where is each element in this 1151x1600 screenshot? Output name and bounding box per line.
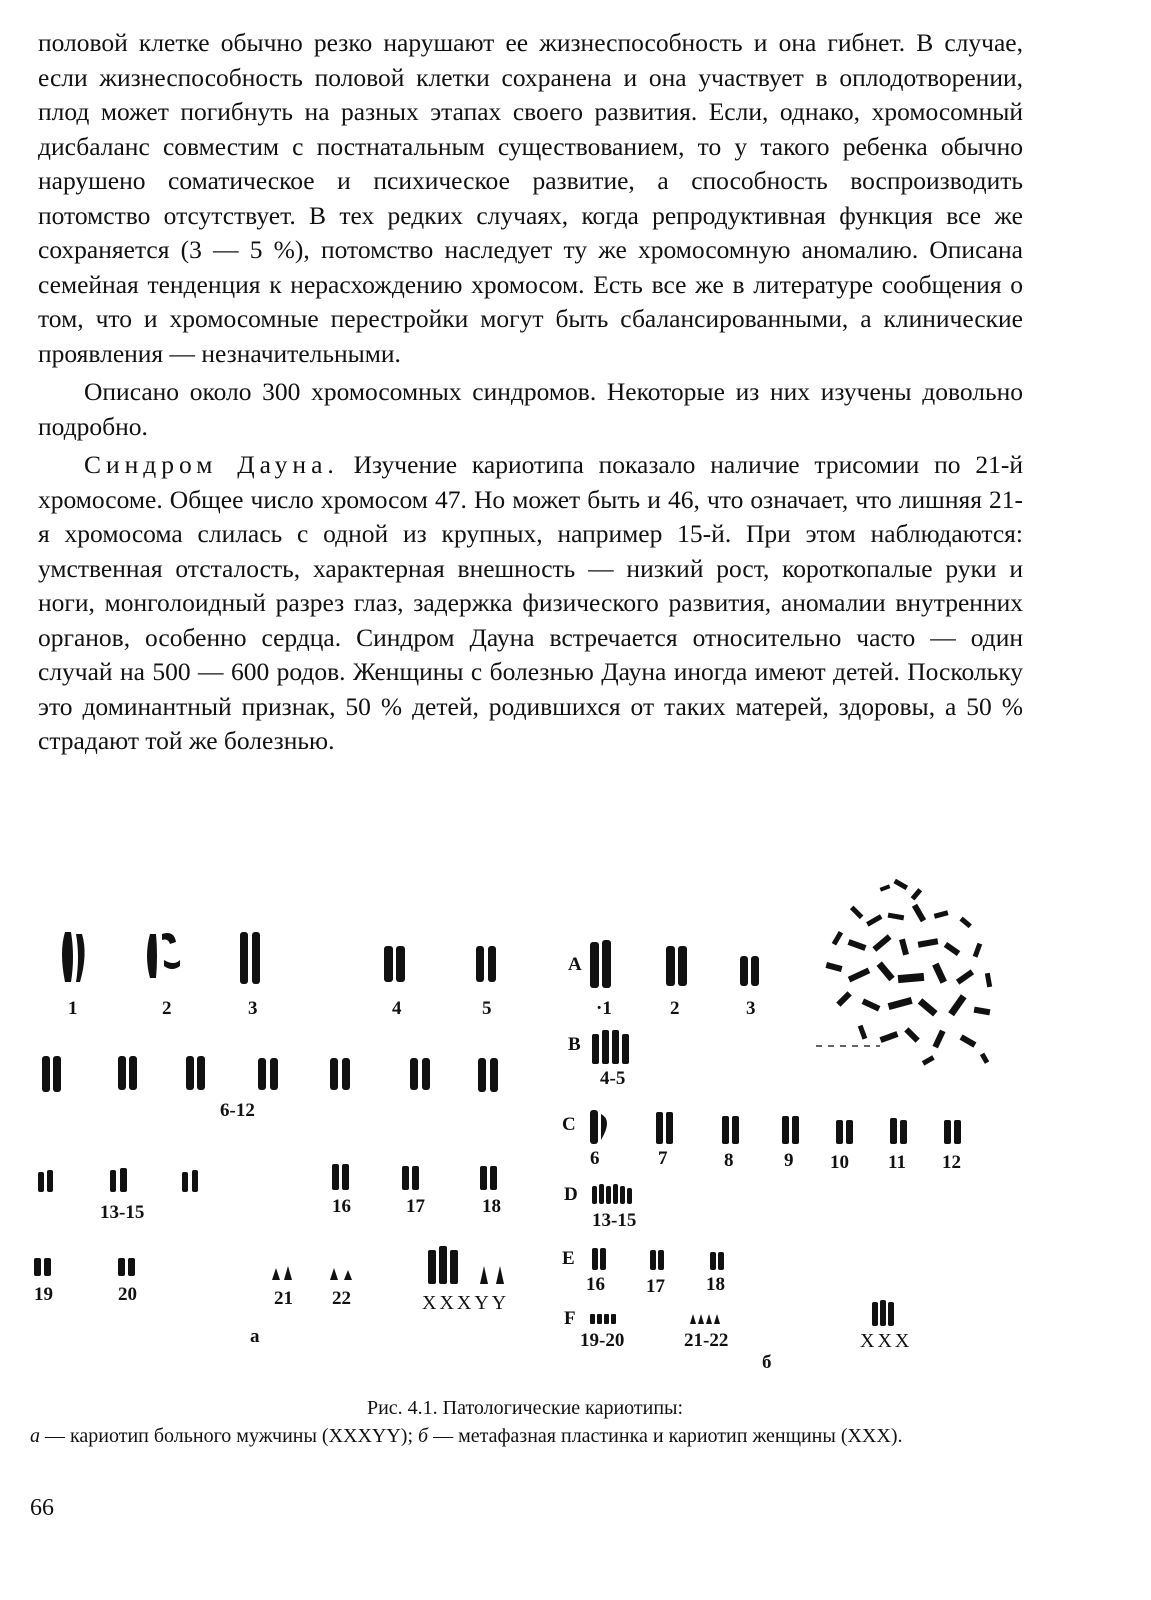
label-b-4-5: 4-5 [600, 1068, 626, 1089]
label-b-18: 18 [706, 1274, 725, 1295]
label-4: 4 [392, 998, 402, 1019]
label-17: 17 [406, 1196, 425, 1217]
label-2: 2 [162, 998, 172, 1019]
label-b-9: 9 [784, 1150, 794, 1171]
label-b-13-15: 13-15 [592, 1210, 637, 1231]
label-18: 18 [482, 1196, 501, 1217]
label-b-19-20: 19-20 [580, 1330, 625, 1351]
label-19: 19 [34, 1284, 53, 1305]
group-letter-c: C [562, 1114, 576, 1135]
label-xxxyy: XXXYY [422, 1292, 510, 1314]
chromosome-group-22 [330, 1268, 352, 1280]
label-b-16: 16 [586, 1274, 605, 1295]
body-text [38, 26, 1023, 759]
label-21: 21 [274, 1288, 293, 1309]
label-3: 3 [248, 998, 258, 1019]
paragraph-1: половой клетке обычно резко нарушают ее жизнеспособность и она гибнет. В случае, если жизнеспособность половой клетки сохранена и она участвует в оплодотворении, плод может погибнуть на разных этапах своего развития. Если, однако, хромосомный дисбаланс совместим с постнатальным существованием, то у такого ребенка обычно нарушено соматическое и психическое развитие, а способность воспроизводить потомство отсутствует. В тех редких случаях, когда репродуктивная функция все же сохраняется (3 — 5 %), потомство наследует ту же хромосомную аномалию. Описана семейная тенденция к нерасхождению хромосом. Есть все же в литературе сообщения о том, что и хромосомные перестройки могут быть сбалансированными, а клинические проявления — незначительными. [38, 28, 1023, 368]
group-letter-a: A [568, 954, 582, 975]
label-16: 16 [332, 1196, 351, 1217]
group-letter-d: D [564, 1184, 578, 1205]
caption-text-b: — метафазная пластинка и кариотип женщины (XXX). [428, 1425, 903, 1447]
section-heading-down-syndrome: Синдром Дауна. [84, 450, 339, 479]
karyotype-figure [30, 870, 1030, 1380]
panel-a-label: а [250, 1326, 260, 1347]
label-1: 1 [68, 998, 78, 1019]
paragraph-2: Описано около 300 хромосомных синдромов. Некоторые из них изучены довольно подробно. [38, 377, 1023, 441]
caption-title: Рис. 4.1. Патологические кариотипы: [366, 1397, 684, 1419]
group-letter-e: E [562, 1248, 575, 1269]
group-f-chromosomes [590, 1314, 720, 1324]
caption-marker-a: а [30, 1425, 40, 1447]
chromosome-pair-2 [147, 933, 180, 978]
metaphase-spread [825, 879, 992, 1066]
group-letter-f: F [564, 1308, 576, 1329]
label-b-6: 6 [590, 1148, 600, 1169]
chromosome-group-21 [272, 1266, 292, 1280]
label-20: 20 [118, 1284, 137, 1305]
label-5: 5 [482, 998, 492, 1019]
paragraph-3-text: Изучение кариотипа показало наличие трисомии по 21-й хромосоме. Общее число хромосом 47. Но может быть и 46, что означает, что лишняя 21-я хромосома слилась с одной из крупных, например 15-й. При этом наблюдаются: умственная отсталость, характерная внешность — низкий рост, короткопалые руки и ноги, монголоидный разрез глаз, задержка физического развития, аномалии внутренних органов, особенно сердца. Синдром Дауна встречается относительно часто — один случай на 500 — 600 родов. Женщины с болезнью Дауна иногда имеют детей. Поскольку это доминантный признак, 50 % детей, родившихся от таких матерей, здоровы, а 50 % страдают той же болезнью. [38, 450, 1023, 755]
label-xxx: XXX [860, 1330, 913, 1352]
label-b-10: 10 [830, 1152, 849, 1173]
sex-chromosomes-xxxyy [428, 1246, 504, 1284]
label-b-2: 2 [670, 998, 680, 1019]
page-number: 66 [30, 1495, 54, 1521]
label-b-1: ·1 [596, 998, 612, 1019]
chromosome-pair-16 [332, 1164, 349, 1190]
label-b-7: 7 [658, 1148, 668, 1169]
label-22: 22 [332, 1288, 351, 1309]
chromosome-group-13-15 [38, 1168, 198, 1192]
figure-caption [30, 1394, 1020, 1450]
chromosome-pair-17 [402, 1166, 419, 1190]
chromosome-pair-20 [118, 1258, 135, 1276]
label-b-21-22: 21-22 [684, 1330, 729, 1351]
group-e-chromosomes [592, 1248, 724, 1270]
label-b-11: 11 [888, 1152, 906, 1173]
label-13-15: 13-15 [100, 1202, 145, 1223]
paragraph-3 [38, 448, 1023, 759]
label-b-8: 8 [724, 1150, 734, 1171]
group-a-chromosomes [590, 940, 759, 988]
label-6-12: 6-12 [220, 1100, 255, 1121]
caption-body [30, 1425, 902, 1447]
chromosome-pair-19 [34, 1258, 51, 1276]
chromosome-pair-18 [480, 1166, 497, 1190]
caption-text-a: — кариотип больного мужчины (XXXYY); [40, 1425, 419, 1447]
group-c-chromosomes [590, 1110, 961, 1144]
panel-b-label: б [762, 1352, 772, 1373]
sex-chromosomes-xxx [872, 1300, 894, 1326]
chromosome-group-6-12 [42, 1056, 498, 1092]
group-letter-b: B [568, 1034, 581, 1055]
karyotype-drawing [30, 870, 1030, 1380]
label-b-3: 3 [746, 998, 756, 1019]
chromosome-pair-5 [476, 946, 496, 982]
caption-marker-b: б [418, 1425, 429, 1447]
chromosome-pair-4 [384, 946, 405, 982]
group-d-chromosomes [592, 1184, 632, 1204]
group-b-chromosomes [592, 1030, 629, 1064]
label-b-12: 12 [942, 1152, 961, 1173]
chromosome-pair-1 [62, 932, 85, 982]
chromosome-pair-3 [240, 932, 260, 984]
label-b-17: 17 [646, 1276, 665, 1297]
